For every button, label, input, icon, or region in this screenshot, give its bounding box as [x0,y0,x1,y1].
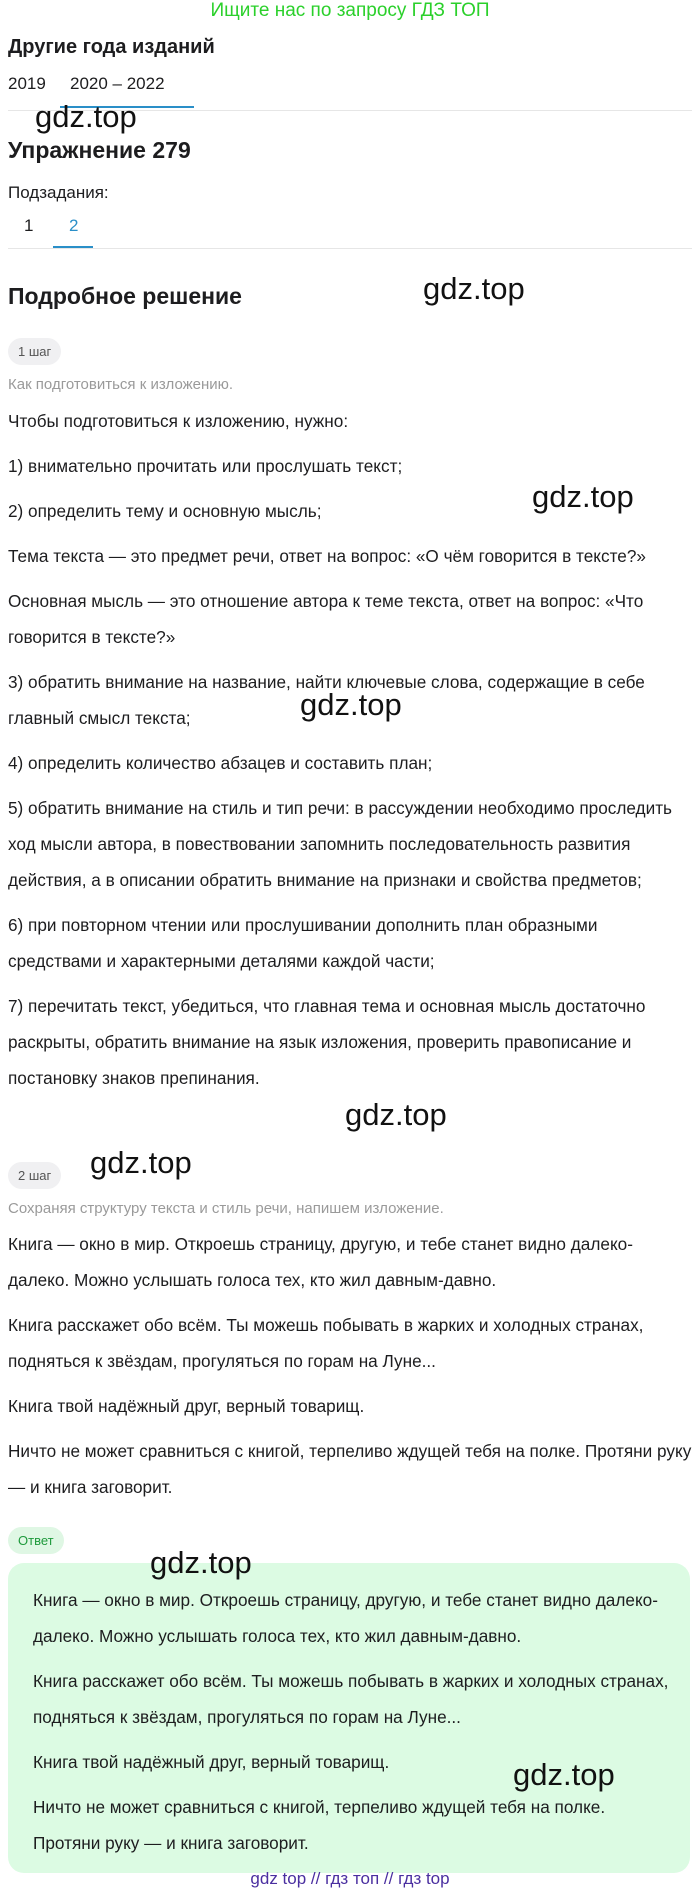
step-2-text [8,1226,692,1514]
step-1-hint: Как подготовиться к изложению. [8,376,234,393]
watermark: gdz.top [90,1145,192,1180]
search-banner: Ищите нас по запросу ГДЗ ТОП [210,0,490,21]
paragraph: 4) определить количество абзацев и составить план; [8,753,433,773]
paragraph: 1) внимательно прочитать или прослушать текст; [8,456,403,476]
paragraph: Тема текста — это предмет речи, ответ на вопрос: «О чём говорится в тексте?» [8,546,646,566]
watermark: gdz.top [300,687,402,722]
answer-text [33,1582,673,1870]
paragraph: 2) определить тему и основную мысль; [8,501,322,521]
divider [8,248,692,249]
paragraph: 5) обратить внимание на стиль и тип речи: в рассуждении необходимо проследить ход мысли автора, в повествовании запомнить последовательность развития действия, а в описании обратить внимание на признаки и свойства предметов; [8,798,673,890]
other-years-title: Другие года изданий [8,36,215,58]
paragraph: 3) обратить внимание на название, найти ключевые слова, содержащие в себе главный смысл текста; [8,672,645,728]
subtasks-label: Подзадания: [8,183,109,202]
solution-title: Подробное решение [8,283,242,309]
paragraph: Чтобы подготовиться к изложению, нужно: [8,411,349,431]
paragraph: Книга — окно в мир. Откроешь страницу, другую, и тебе станет видно далеко-далеко. Можно услышать голоса тех, кто жил давным-давно. [8,1234,633,1290]
step-1-badge: 1 шаг [8,338,61,365]
watermark: gdz.top [423,271,525,306]
watermark: gdz.top [150,1545,252,1580]
step-2-hint: Сохраняя структуру текста и стиль речи, напишем изложение. [8,1200,444,1217]
step-2-badge: 2 шаг [8,1162,61,1189]
year-tab-2020-2022[interactable]: 2020 – 2022 [70,74,165,93]
year-tab-2019[interactable]: 2019 [8,74,46,93]
watermark: gdz.top [532,479,634,514]
watermark: gdz.top [513,1757,615,1792]
paragraph: Основная мысль — это отношение автора к теме текста, ответ на вопрос: «Что говорится в тексте?» [8,591,644,647]
paragraph: Ничто не может сравниться с книгой, терпеливо ждущей тебя на полке. Протяни руку — и книга заговорит. [33,1797,606,1853]
answer-box [8,1563,690,1873]
paragraph: Книга твой надёжный друг, верный товарищ. [33,1752,390,1772]
paragraph: 7) перечитать текст, убедиться, что главная тема и основная мысль достаточно раскрыты, обратить внимание на язык изложения, проверить правописание и постановку знаков препинания. [8,996,646,1088]
watermark: gdz.top [35,99,137,134]
subtask-tab-2[interactable]: 2 [69,216,79,235]
exercise-title: Упражнение 279 [8,137,191,163]
footer-link[interactable]: gdz top // гдз топ // гдз top [250,1869,450,1888]
subtask-tab-1[interactable]: 1 [24,216,34,235]
paragraph: Книга — окно в мир. Откроешь страницу, другую, и тебе станет видно далеко-далеко. Можно услышать голоса тех, кто жил давным-давно. [33,1590,658,1646]
watermark: gdz.top [345,1097,447,1132]
paragraph: Книга расскажет обо всём. Ты можешь побывать в жарких и холодных странах, подняться к звёздам, прогуляться по горам на Луне... [33,1671,669,1727]
paragraph: Книга твой надёжный друг, верный товарищ. [8,1396,365,1416]
paragraph: 6) при повторном чтении или прослушивании дополнить план образными средствами и характерными деталями каждой части; [8,915,598,971]
paragraph: Книга расскажет обо всём. Ты можешь побывать в жарких и холодных странах, подняться к звёздам, прогуляться по горам на Луне... [8,1315,644,1371]
answer-badge: Ответ [8,1527,64,1554]
paragraph: Ничто не может сравниться с книгой, терпеливо ждущей тебя на полке. Протяни руку — и книга заговорит. [8,1441,692,1497]
